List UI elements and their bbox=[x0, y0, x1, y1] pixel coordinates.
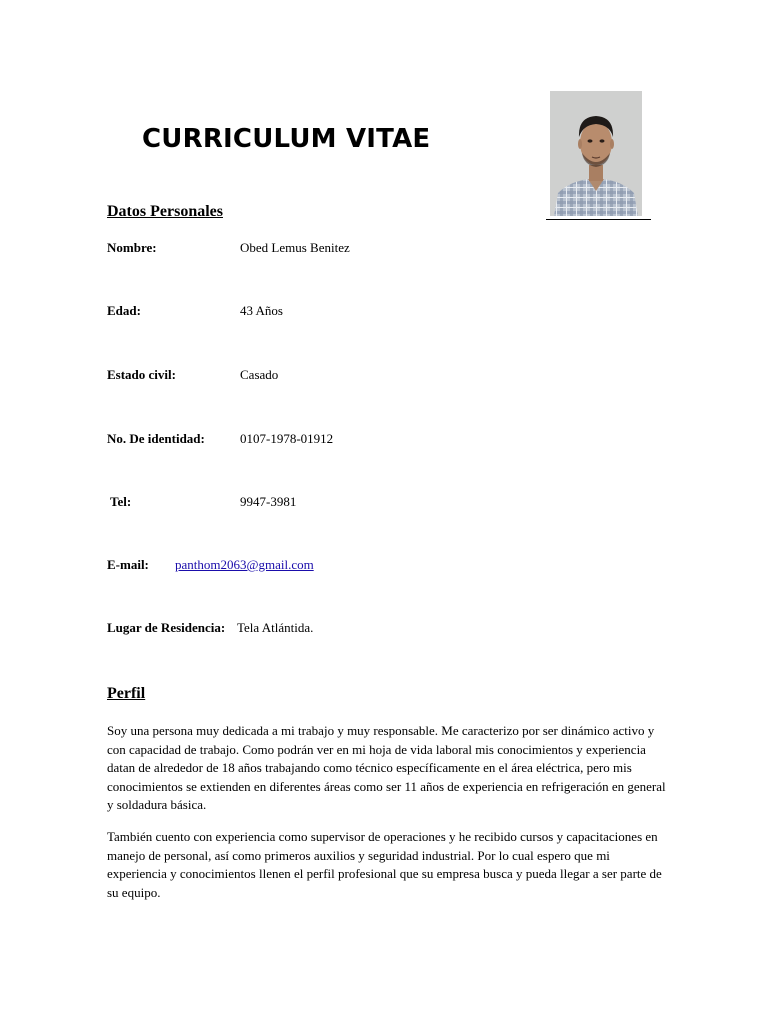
email-label: E-mail: bbox=[107, 557, 149, 572]
document-title: CURRICULUM VITAE bbox=[142, 124, 431, 154]
profile-paragraph: También cuento con experiencia como supervisor de operaciones y he recibido cursos y capacitaciones en manejo de personal, así como primeros auxilios y seguridad industrial. Por lo cual espero que mi experiencia y conocimientos llenen el perfil profesional que su empresa busca y pueda llegar a ser parte de su equipo. bbox=[107, 829, 662, 900]
age-value: 43 Años bbox=[240, 303, 283, 318]
email-link[interactable]: panthom2063@gmail.com bbox=[175, 557, 314, 572]
residence-label: Lugar de Residencia: bbox=[107, 620, 226, 635]
name-value: Obed Lemus Benitez bbox=[240, 240, 350, 255]
personal-data-heading: Datos Personales bbox=[107, 203, 223, 220]
photo-underline bbox=[546, 219, 651, 220]
profile-heading: Perfil bbox=[107, 685, 146, 702]
id-number-value: 0107-1978-01912 bbox=[240, 431, 334, 446]
marital-status-label: Estado civil: bbox=[107, 367, 176, 382]
residence-value: Tela Atlántida. bbox=[237, 620, 314, 635]
name-label: Nombre: bbox=[107, 240, 157, 255]
profile-photo bbox=[550, 91, 642, 216]
age-label: Edad: bbox=[107, 303, 141, 318]
marital-status-value: Casado bbox=[240, 367, 279, 382]
profile-paragraph: Soy una persona muy dedicada a mi trabajo y muy responsable. Me caracterizo por ser dinámico activo y con capacidad de trabajo. Como podrán ver en mi hoja de vida laboral mis conocimientos y experiencia datan de alrededor de 18 años trabajando como técnico específicamente en el área eléctrica, pero mis conocimientos se extienden en diferentes áreas como ser 11 años de experiencia en refrigeración en general y soldadura básica. bbox=[107, 723, 666, 812]
id-number-label: No. De identidad: bbox=[107, 431, 205, 446]
phone-label: Tel: bbox=[110, 494, 132, 509]
phone-value: 9947-3981 bbox=[240, 494, 297, 509]
